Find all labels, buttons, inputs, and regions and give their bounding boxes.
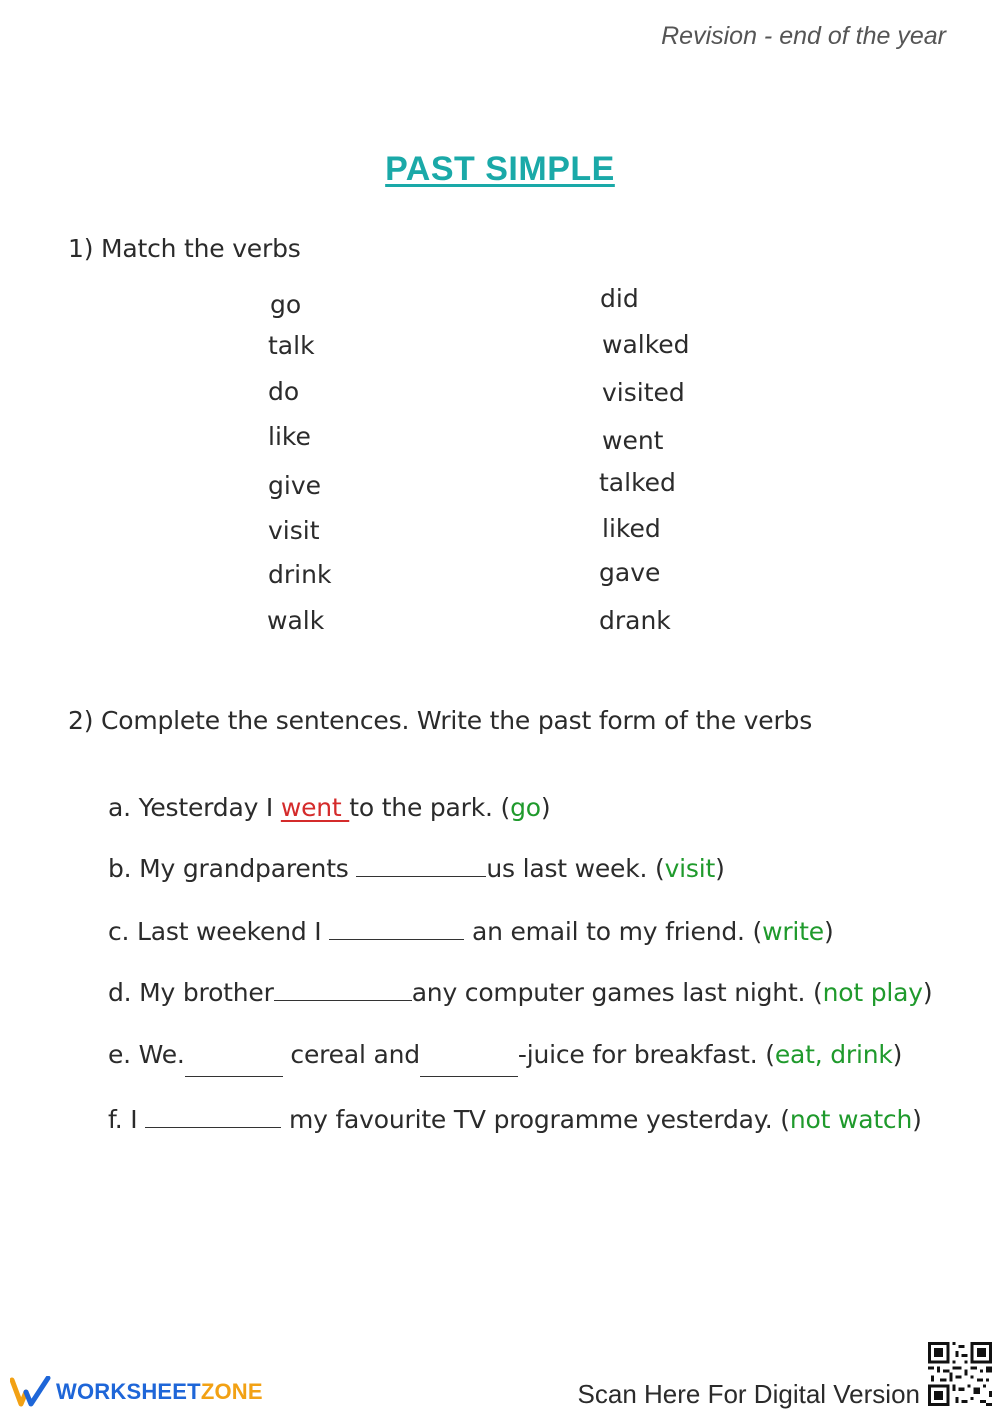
match-left-item: like: [268, 422, 311, 451]
sentence-text: f. I: [108, 1105, 146, 1134]
answer-example: went: [280, 793, 350, 822]
match-right-item: talked: [599, 468, 676, 497]
sentence-text: -juice for breakfast. (: [517, 1040, 775, 1069]
match-left-item: talk: [268, 331, 315, 360]
sentence-text: ): [823, 917, 834, 946]
match-right-item: liked: [602, 514, 661, 543]
sentence-c: [108, 915, 834, 946]
sentence-a: [108, 793, 550, 822]
footer-logo[interactable]: [10, 1376, 263, 1408]
section2-heading: 2) Complete the sentences. Write the past form of the verbs: [68, 706, 813, 735]
answer-blank[interactable]: [185, 1052, 283, 1077]
page-title: PAST SIMPLE: [385, 150, 615, 188]
match-left-item: do: [268, 377, 300, 406]
match-left-item: drink: [268, 560, 332, 589]
answer-blank[interactable]: [329, 915, 464, 940]
match-right-item: walked: [602, 330, 690, 359]
sentence-text: any computer games last night. (: [411, 978, 823, 1007]
match-right-item: visited: [602, 378, 685, 407]
scan-text: Scan Here For Digital Version: [577, 1379, 920, 1409]
answer-blank[interactable]: [145, 1103, 281, 1128]
sentence-text: e. We.: [108, 1040, 185, 1069]
sentence-text: us last week. (: [486, 854, 665, 883]
sentence-text: ): [540, 793, 551, 822]
logo-text: [56, 1379, 263, 1405]
match-right-item: went: [602, 426, 664, 455]
sentence-text: a. Yesterday I: [108, 793, 281, 822]
qr-code-icon[interactable]: [928, 1342, 992, 1406]
verb-hint: visit: [664, 854, 716, 883]
sentence-text: ): [912, 1105, 922, 1134]
sentence-text: b. My grandparents: [108, 854, 357, 883]
verb-hint: not watch: [789, 1105, 913, 1134]
match-right-item: did: [600, 284, 639, 313]
sentence-text: d. My brother: [108, 978, 274, 1007]
section1-heading: 1) Match the verbs: [68, 234, 301, 263]
verb-hint: eat, drink: [774, 1040, 893, 1069]
answer-blank[interactable]: [356, 852, 486, 877]
sentence-f: [108, 1103, 922, 1134]
verb-hint: write: [762, 917, 824, 946]
sentence-text: cereal and: [282, 1040, 420, 1069]
header-note: Revision - end of the year: [661, 22, 946, 50]
sentence-b: [108, 852, 725, 883]
sentence-text: ): [922, 978, 933, 1007]
match-right-item: drank: [599, 606, 671, 635]
sentence-e: [108, 1040, 902, 1077]
sentence-text: to the park. (: [349, 793, 511, 822]
verb-hint: not play: [822, 978, 923, 1007]
answer-blank[interactable]: [420, 1052, 518, 1077]
verb-hint: go: [510, 793, 541, 822]
logo-word-zone: ZONE: [200, 1379, 263, 1404]
sentence-text: ): [715, 854, 725, 883]
sentence-text: c. Last weekend I: [108, 917, 330, 946]
match-left-item: go: [270, 290, 302, 319]
match-left-item: give: [268, 471, 321, 500]
match-right-item: gave: [599, 558, 661, 587]
logo-word-worksheet: WORKSHEET: [56, 1379, 201, 1404]
sentence-text: an email to my friend. (: [464, 917, 763, 946]
worksheetzone-logo-icon: [10, 1376, 52, 1408]
match-left-item: walk: [267, 606, 325, 635]
sentence-text: ): [892, 1040, 903, 1069]
answer-blank[interactable]: [274, 976, 412, 1001]
sentence-d: [108, 976, 932, 1007]
match-left-item: visit: [268, 516, 320, 545]
sentence-text: my favourite TV programme yesterday. (: [281, 1105, 790, 1134]
